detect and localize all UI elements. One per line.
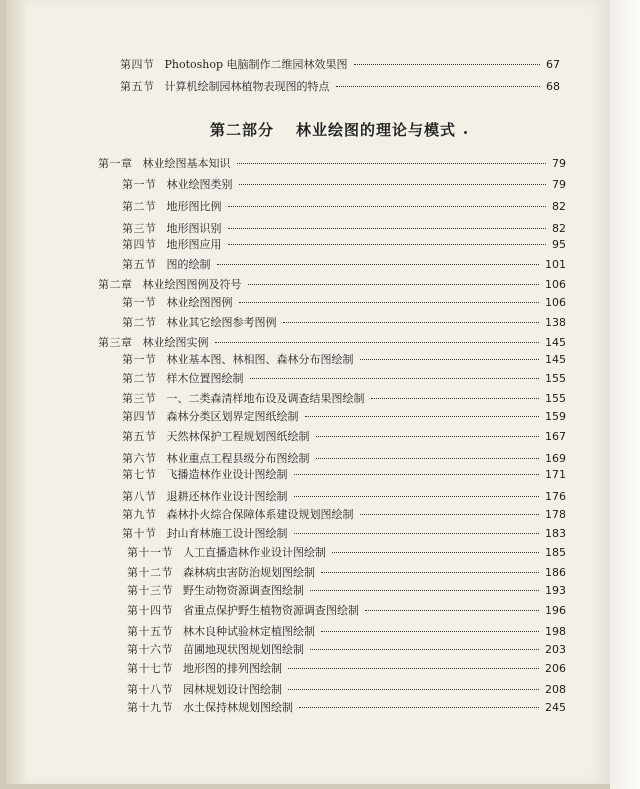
dot-leader bbox=[250, 378, 540, 379]
entry-page-number: 245 bbox=[545, 701, 566, 714]
dot-leader bbox=[228, 228, 547, 229]
entry-number: 第十五节 bbox=[127, 625, 173, 638]
dot-leader bbox=[288, 689, 539, 690]
part-label: 第二部分 bbox=[210, 121, 275, 139]
toc-section-entry bbox=[127, 683, 566, 697]
toc-chapter-entry bbox=[98, 336, 566, 350]
toc-section-entry bbox=[122, 258, 566, 272]
entry-title: 地形图的排列图绘制 bbox=[183, 662, 282, 675]
toc-chapter-entry bbox=[98, 278, 566, 292]
entry-title: 林业绘图图例 bbox=[166, 296, 233, 309]
toc-entry bbox=[120, 80, 560, 94]
toc-section-entry bbox=[122, 410, 566, 424]
entry-number: 第八节 bbox=[122, 490, 157, 503]
entry-title: 图的绘制 bbox=[166, 258, 211, 271]
entry-title: 地形图识别 bbox=[166, 222, 222, 235]
entry-page-number: 79 bbox=[552, 178, 566, 191]
entry-number: 第二节 bbox=[122, 316, 157, 329]
entry-page-number: 186 bbox=[545, 566, 566, 579]
entry-number: 第三节 bbox=[122, 222, 157, 235]
entry-number: 第三节 bbox=[122, 392, 157, 405]
dot-leader bbox=[283, 322, 540, 323]
toc-section-entry bbox=[122, 178, 566, 192]
toc-section-entry bbox=[122, 353, 566, 367]
dot-leader bbox=[299, 707, 539, 708]
dot-leader bbox=[294, 496, 540, 497]
toc-section-entry bbox=[122, 508, 566, 522]
toc-chapter-entry bbox=[98, 157, 566, 171]
entry-title: 林业绘图基本知识 bbox=[142, 157, 231, 170]
entry-page-number: 198 bbox=[545, 625, 566, 638]
entry-title: 计算机绘制园林植物表现图的特点 bbox=[164, 80, 330, 93]
entry-number: 第五节 bbox=[120, 80, 155, 93]
entry-number: 第四节 bbox=[120, 58, 155, 71]
dot-leader bbox=[239, 184, 547, 185]
entry-page-number: 82 bbox=[552, 222, 566, 235]
entry-title: 林业其它绘图参考图例 bbox=[166, 316, 277, 329]
toc-section-entry bbox=[127, 662, 566, 676]
entry-title: 林业基本图、林相图、森林分布图绘制 bbox=[166, 353, 354, 366]
dot-leader bbox=[294, 474, 540, 475]
dot-leader bbox=[217, 264, 540, 265]
toc-section-entry bbox=[122, 372, 566, 386]
entry-page-number: 79 bbox=[552, 157, 566, 170]
part-title: 林业绘图的理论与模式 bbox=[296, 121, 457, 139]
dot-leader bbox=[248, 284, 540, 285]
entry-number: 第二节 bbox=[122, 372, 157, 385]
dot-leader bbox=[310, 649, 539, 650]
entry-number: 第九节 bbox=[122, 508, 157, 521]
entry-number: 第十节 bbox=[122, 527, 157, 540]
entry-page-number: 178 bbox=[545, 508, 566, 521]
entry-number: 第二节 bbox=[122, 200, 157, 213]
entry-page-number: 171 bbox=[545, 468, 566, 481]
entry-page-number: 167 bbox=[545, 430, 566, 443]
dot-leader bbox=[332, 552, 539, 553]
page-binding-shadow bbox=[6, 0, 26, 784]
entry-title: 森林病虫害防治规划图绘制 bbox=[183, 566, 315, 579]
dot-leader bbox=[239, 302, 540, 303]
entry-title: 林业绘图类别 bbox=[166, 178, 233, 191]
dot-leader bbox=[371, 398, 540, 399]
entry-number: 第四节 bbox=[122, 238, 157, 251]
entry-title: 地形图应用 bbox=[166, 238, 222, 251]
entry-page-number: 159 bbox=[545, 410, 566, 423]
toc-section-entry bbox=[122, 222, 566, 236]
entry-number: 第十三节 bbox=[127, 584, 173, 597]
toc-section-entry bbox=[127, 546, 566, 560]
page-edge bbox=[610, 0, 640, 789]
dot-leader bbox=[228, 244, 547, 245]
entry-number: 第一节 bbox=[122, 178, 157, 191]
entry-number: 第十七节 bbox=[127, 662, 173, 675]
toc-section-entry bbox=[127, 566, 566, 580]
entry-page-number: 169 bbox=[545, 452, 566, 465]
entry-title: 森林扑火综合保障体系建设规划图绘制 bbox=[166, 508, 354, 521]
entry-number: 第十八节 bbox=[127, 683, 173, 696]
entry-title: 天然林保护工程规划图纸绘制 bbox=[166, 430, 310, 443]
entry-page-number: 206 bbox=[545, 662, 566, 675]
dot-leader bbox=[215, 342, 540, 343]
entry-number: 第一节 bbox=[122, 353, 157, 366]
part-heading bbox=[210, 119, 456, 140]
dot-leader bbox=[228, 206, 547, 207]
dot-leader bbox=[237, 163, 547, 164]
entry-page-number: 155 bbox=[545, 372, 566, 385]
entry-title: 地形图比例 bbox=[166, 200, 222, 213]
entry-number: 第五节 bbox=[122, 258, 157, 271]
entry-page-number: 208 bbox=[545, 683, 566, 696]
entry-title: 林木良种试验林定植图绘制 bbox=[183, 625, 315, 638]
entry-title: 水土保持林规划图绘制 bbox=[183, 701, 293, 714]
toc-section-entry bbox=[127, 701, 566, 715]
entry-page-number: 68 bbox=[546, 80, 560, 93]
entry-page-number: 138 bbox=[545, 316, 566, 329]
dot-leader bbox=[321, 631, 539, 632]
toc-section-entry bbox=[122, 200, 566, 214]
toc-section-entry bbox=[127, 604, 566, 618]
toc-section-entry bbox=[127, 625, 566, 639]
toc-section-entry bbox=[122, 238, 566, 252]
entry-title: 人工直播造林作业设计图绘制 bbox=[183, 546, 326, 559]
entry-page-number: 82 bbox=[552, 200, 566, 213]
entry-page-number: 95 bbox=[552, 238, 566, 251]
entry-number: 第四节 bbox=[122, 410, 157, 423]
entry-number: 第一章 bbox=[98, 157, 133, 170]
entry-page-number: 101 bbox=[545, 258, 566, 271]
toc-section-entry bbox=[122, 527, 566, 541]
entry-page-number: 145 bbox=[545, 353, 566, 366]
entry-page-number: 185 bbox=[545, 546, 566, 559]
entry-page-number: 183 bbox=[545, 527, 566, 540]
entry-page-number: 106 bbox=[545, 278, 566, 291]
toc-section-entry bbox=[122, 490, 566, 504]
entry-number: 第一节 bbox=[122, 296, 157, 309]
dot-leader bbox=[310, 590, 539, 591]
dot-leader bbox=[336, 86, 541, 87]
entry-title: 林业绘图实例 bbox=[142, 336, 209, 349]
entry-title: 森林分类区划界定图纸绘制 bbox=[166, 410, 299, 423]
entry-number: 第十九节 bbox=[127, 701, 173, 714]
entry-page-number: 145 bbox=[545, 336, 566, 349]
entry-title: 封山育林施工设计图绘制 bbox=[166, 527, 288, 540]
dot-leader bbox=[316, 436, 540, 437]
entry-number: 第十四节 bbox=[127, 604, 173, 617]
entry-page-number: 155 bbox=[545, 392, 566, 405]
toc-section-entry bbox=[122, 392, 566, 406]
toc-section-entry bbox=[122, 452, 566, 466]
toc-section-entry bbox=[122, 316, 566, 330]
toc-entry bbox=[120, 58, 560, 72]
entry-title: Photoshop 电脑制作二维园林效果图 bbox=[164, 58, 348, 71]
entry-page-number: 193 bbox=[545, 584, 566, 597]
toc-section-entry bbox=[127, 643, 566, 657]
entry-title: 飞播造林作业设计图绘制 bbox=[166, 468, 288, 481]
entry-number: 第十六节 bbox=[127, 643, 173, 656]
entry-title: 省重点保护野生植物资源调查图绘制 bbox=[183, 604, 359, 617]
entry-page-number: 67 bbox=[546, 58, 560, 71]
dot-leader bbox=[354, 64, 540, 65]
toc-section-entry bbox=[122, 430, 566, 444]
dot-leader bbox=[365, 610, 539, 611]
dot-leader bbox=[360, 359, 540, 360]
entry-number: 第五节 bbox=[122, 430, 157, 443]
entry-title: 苗圃地现状图规划图绘制 bbox=[183, 643, 304, 656]
entry-number: 第十二节 bbox=[127, 566, 173, 579]
print-speck bbox=[464, 131, 467, 134]
entry-page-number: 106 bbox=[545, 296, 566, 309]
toc-section-entry bbox=[122, 296, 566, 310]
dot-leader bbox=[360, 514, 540, 515]
entry-page-number: 176 bbox=[545, 490, 566, 503]
entry-title: 园林规划设计图绘制 bbox=[183, 683, 282, 696]
entry-title: 野生动物资源调查图绘制 bbox=[183, 584, 304, 597]
entry-page-number: 203 bbox=[545, 643, 566, 656]
entry-title: 林业重点工程县级分布图绘制 bbox=[166, 452, 310, 465]
dot-leader bbox=[294, 533, 540, 534]
entry-title: 一、二类森清样地布设及调查结果图绘制 bbox=[166, 392, 365, 405]
entry-number: 第七节 bbox=[122, 468, 157, 481]
toc-section-entry bbox=[122, 468, 566, 482]
entry-number: 第二章 bbox=[98, 278, 133, 291]
entry-title: 样木位置图绘制 bbox=[166, 372, 244, 385]
dot-leader bbox=[316, 458, 540, 459]
dot-leader bbox=[288, 668, 539, 669]
entry-title: 退耕还林作业设计图绘制 bbox=[166, 490, 288, 503]
dot-leader bbox=[305, 416, 540, 417]
entry-title: 林业绘图图例及符号 bbox=[142, 278, 242, 291]
entry-page-number: 196 bbox=[545, 604, 566, 617]
entry-number: 第三章 bbox=[98, 336, 133, 349]
dot-leader bbox=[321, 572, 539, 573]
entry-number: 第六节 bbox=[122, 452, 157, 465]
entry-number: 第十一节 bbox=[127, 546, 173, 559]
toc-section-entry bbox=[127, 584, 566, 598]
